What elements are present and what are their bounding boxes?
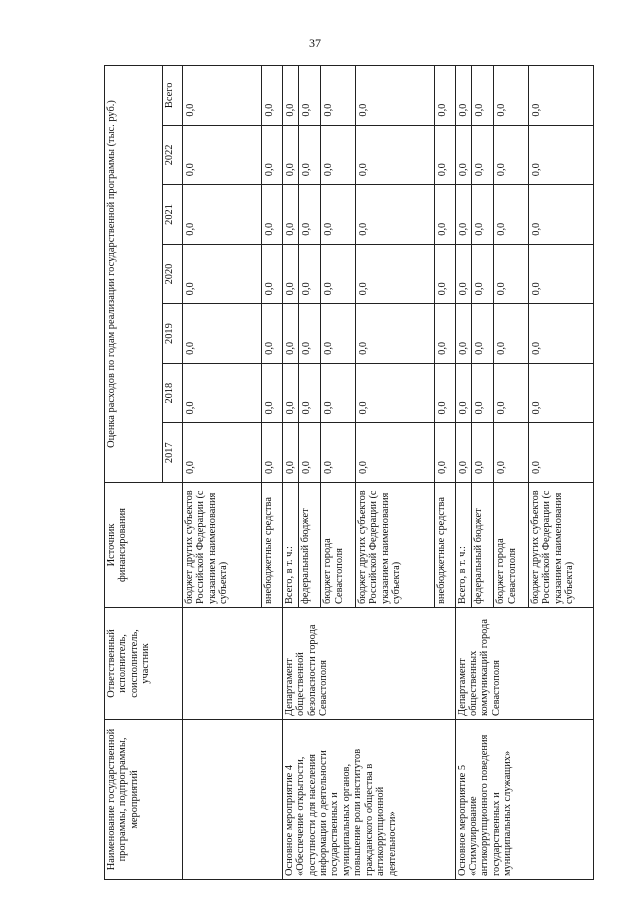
- year-header: 2022: [163, 125, 183, 185]
- value-cell: 0,0: [455, 125, 471, 185]
- table-body: [183, 66, 594, 880]
- value-cell: 0,0: [183, 244, 262, 304]
- value-cell: 0,0: [298, 423, 320, 483]
- source-cell: бюджет других субъектов Российской Федерации (с указанием наименования субъекта): [183, 483, 262, 608]
- value-cell: 0,0: [262, 66, 282, 126]
- year-header: 2017: [163, 423, 183, 483]
- value-cell: 0,0: [298, 244, 320, 304]
- value-cell: 0,0: [183, 423, 262, 483]
- value-cell: 0,0: [321, 66, 356, 126]
- header-estimate: Оценка расходов по годам реализации государственной программы (тыс. руб.): [105, 66, 163, 483]
- table-header: [105, 66, 183, 880]
- value-cell: 0,0: [355, 304, 434, 364]
- value-cell: 0,0: [528, 125, 593, 185]
- value-cell: 0,0: [494, 423, 529, 483]
- value-cell: 0,0: [435, 304, 455, 364]
- value-cell: 0,0: [298, 304, 320, 364]
- value-cell: 0,0: [494, 304, 529, 364]
- value-cell: 0,0: [282, 125, 298, 185]
- value-cell: 0,0: [282, 66, 298, 126]
- value-cell: 0,0: [321, 363, 356, 423]
- source-cell: бюджет города Севастополя: [321, 483, 356, 608]
- measure-name-cell: Основное мероприятие 5 «Стимулирование антикоррупционного поведения государственных и муниципальных служащих»: [455, 720, 593, 880]
- value-cell: 0,0: [471, 304, 493, 364]
- value-cell: 0,0: [455, 304, 471, 364]
- year-header: 2020: [163, 244, 183, 304]
- page-number: 37: [309, 36, 321, 50]
- value-cell: 0,0: [455, 66, 471, 126]
- value-cell: 0,0: [471, 66, 493, 126]
- value-cell: 0,0: [435, 244, 455, 304]
- value-cell: 0,0: [282, 423, 298, 483]
- table-row: [455, 66, 471, 880]
- name-cell-empty: [183, 720, 283, 880]
- value-cell: 0,0: [355, 185, 434, 245]
- value-cell: 0,0: [494, 125, 529, 185]
- executor-cell: Департамент общественных коммуникаций города Севастополя: [455, 608, 593, 720]
- year-header: 2021: [163, 185, 183, 245]
- value-cell: 0,0: [183, 304, 262, 364]
- table-row: [282, 66, 298, 880]
- value-cell: 0,0: [355, 363, 434, 423]
- value-cell: 0,0: [282, 185, 298, 245]
- value-cell: 0,0: [471, 423, 493, 483]
- measure-name-cell: Основное мероприятие 4 «Обеспечение открытости, доступности для населения информации о деятельности государственных и муниципальных органов, повышение роли институтов гражданского общества в антикоррупционной деятельности»: [282, 720, 455, 880]
- header-source: Источник финансирования: [105, 483, 183, 608]
- value-cell: 0,0: [471, 185, 493, 245]
- value-cell: 0,0: [298, 185, 320, 245]
- value-cell: 0,0: [528, 304, 593, 364]
- value-cell: 0,0: [298, 66, 320, 126]
- header-name: Наименование государственной программы, подпрограммы, мероприятий: [105, 720, 183, 880]
- value-cell: 0,0: [262, 244, 282, 304]
- value-cell: 0,0: [183, 66, 262, 126]
- value-cell: 0,0: [282, 304, 298, 364]
- value-cell: 0,0: [435, 185, 455, 245]
- value-cell: 0,0: [262, 185, 282, 245]
- value-cell: 0,0: [262, 423, 282, 483]
- source-cell: внебюджетные средства: [435, 483, 455, 608]
- value-cell: 0,0: [355, 125, 434, 185]
- executor-cell-empty: [183, 608, 283, 720]
- value-cell: 0,0: [435, 363, 455, 423]
- executor-cell: Департамент общественной безопасности города Севастополя: [282, 608, 455, 720]
- value-cell: 0,0: [494, 363, 529, 423]
- value-cell: 0,0: [298, 125, 320, 185]
- year-header: Всего: [163, 66, 183, 126]
- source-cell: федеральный бюджет: [298, 483, 320, 608]
- source-cell: федеральный бюджет: [471, 483, 493, 608]
- budget-table: [104, 65, 594, 880]
- value-cell: 0,0: [183, 363, 262, 423]
- source-cell: внебюджетные средства: [262, 483, 282, 608]
- value-cell: 0,0: [282, 363, 298, 423]
- value-cell: 0,0: [183, 185, 262, 245]
- source-cell: бюджет других субъектов Российской Федерации (с указанием наименования субъекта): [528, 483, 593, 608]
- value-cell: 0,0: [471, 363, 493, 423]
- rotated-table-container: [104, 65, 594, 880]
- value-cell: 0,0: [528, 244, 593, 304]
- value-cell: 0,0: [435, 66, 455, 126]
- value-cell: 0,0: [321, 185, 356, 245]
- value-cell: 0,0: [455, 363, 471, 423]
- value-cell: 0,0: [435, 423, 455, 483]
- value-cell: 0,0: [183, 125, 262, 185]
- value-cell: 0,0: [321, 125, 356, 185]
- value-cell: 0,0: [355, 423, 434, 483]
- value-cell: 0,0: [494, 66, 529, 126]
- value-cell: 0,0: [455, 244, 471, 304]
- source-cell: Всего, в т. ч.:: [282, 483, 298, 608]
- value-cell: 0,0: [435, 125, 455, 185]
- value-cell: 0,0: [321, 244, 356, 304]
- value-cell: 0,0: [528, 66, 593, 126]
- value-cell: 0,0: [471, 244, 493, 304]
- source-cell: Всего, в т. ч.:: [455, 483, 471, 608]
- table-row: [183, 66, 262, 880]
- value-cell: 0,0: [494, 185, 529, 245]
- source-cell: бюджет других субъектов Российской Федерации (с указанием наименования субъекта): [355, 483, 434, 608]
- value-cell: 0,0: [355, 244, 434, 304]
- value-cell: 0,0: [494, 244, 529, 304]
- value-cell: 0,0: [471, 125, 493, 185]
- value-cell: 0,0: [528, 363, 593, 423]
- value-cell: 0,0: [282, 244, 298, 304]
- year-header: 2018: [163, 363, 183, 423]
- value-cell: 0,0: [455, 423, 471, 483]
- year-header: 2019: [163, 304, 183, 364]
- value-cell: 0,0: [321, 304, 356, 364]
- value-cell: 0,0: [262, 304, 282, 364]
- value-cell: 0,0: [321, 423, 356, 483]
- value-cell: 0,0: [455, 185, 471, 245]
- value-cell: 0,0: [528, 423, 593, 483]
- header-executor: Ответственный исполнитель, соисполнитель, участник: [105, 608, 183, 720]
- value-cell: 0,0: [262, 363, 282, 423]
- source-cell: бюджет города Севастополя: [494, 483, 529, 608]
- value-cell: 0,0: [528, 185, 593, 245]
- value-cell: 0,0: [262, 125, 282, 185]
- value-cell: 0,0: [355, 66, 434, 126]
- value-cell: 0,0: [298, 363, 320, 423]
